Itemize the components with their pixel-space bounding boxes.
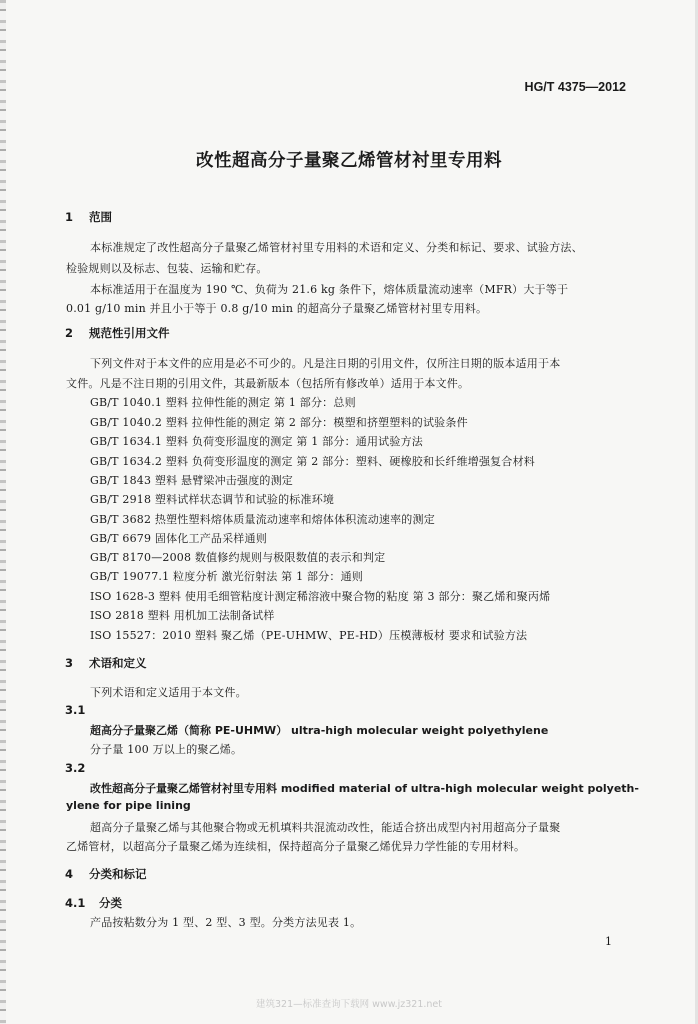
paragraph-line: 本标准规定了改性超高分子量聚乙烯管材衬里专用料的术语和定义、分类和标记、要求、试验方法、 [90,241,583,254]
reference-item: GB/T 6679 固体化工产品采样通则 [90,532,267,545]
paragraph-line: 下列文件对于本文件的应用是必不可少的。凡是注日期的引用文件，仅所注日期的版本适用于本 [90,357,561,370]
paragraph-line: 本标准适用于在温度为 190 ℃、负荷为 21.6 kg 条件下，熔体质量流动速率（MFR）大于等于 [90,283,569,296]
page-number: 1 [605,935,612,948]
reference-item: GB/T 3682 热塑性塑料熔体质量流动速率和熔体体积流动速率的测定 [90,513,435,526]
term-definition: 分子量 100 万以上的聚乙烯。 [90,743,243,756]
reference-item: ISO 2818 塑料 用机加工法制备试样 [90,609,275,622]
standard-code: HG/T 4375—2012 [524,80,626,94]
reference-item: GB/T 1843 塑料 悬臂梁冲击强度的测定 [90,474,293,487]
section-number: 2 [65,326,74,340]
subsection-title: 分类 [99,896,122,910]
section-2-heading [65,325,170,341]
reference-item: GB/T 8170—2008 数值修约规则与极限数值的表示和判定 [90,551,386,564]
section-3-heading [65,655,147,671]
paragraph-line: 检验规则以及标志、包装、运输和贮存。 [66,262,268,275]
section-title: 范围 [89,210,112,224]
reference-item: GB/T 2918 塑料试样状态调节和试验的标准环境 [90,493,335,506]
reference-item: GB/T 1634.1 塑料 负荷变形温度的测定 第 1 部分：通用试验方法 [90,435,423,448]
reference-item: GB/T 19077.1 粒度分析 激光衍射法 第 1 部分：通则 [90,570,363,583]
term-title: 超高分子量聚乙烯（简称 PE-UHMW） ultra-high molecular weight polyethylene [90,724,549,737]
term-definition: 超高分子量聚乙烯与其他聚合物或无机填料共混流动改性，能适合挤出成型内衬用超高分子量聚 [90,821,561,834]
subsection-4-1-heading [65,895,122,911]
page-title: 改性超高分子量聚乙烯管材衬里专用料 [196,151,502,171]
section-number: 3 [65,656,74,670]
term-number: 3.1 [65,703,86,717]
watermark: 建筑321—标准查询下载网 www.jz321.net [256,999,442,1010]
term-definition: 乙烯管材，以超高分子量聚乙烯为连续相，保持超高分子量聚乙烯优异力学性能的专用材料。 [66,840,526,853]
section-4-heading [65,866,147,882]
section-number: 1 [65,210,74,224]
section-1-heading [65,209,112,225]
term-number: 3.2 [65,761,86,775]
reference-item: GB/T 1634.2 塑料 负荷变形温度的测定 第 2 部分：塑料、硬橡胶和长纤维增强复合材料 [90,455,535,468]
subsection-number: 4.1 [65,896,86,910]
term-title: 改性超高分子量聚乙烯管材衬里专用料 modified material of ultra-high molecular weight polyeth- [90,782,639,795]
reference-item: ISO 15527：2010 塑料 聚乙烯（PE-UHMW、PE-HD）压模薄板材 要求和试验方法 [90,629,528,642]
paragraph-line: 下列术语和定义适用于本文件。 [90,686,247,699]
reference-item: GB/T 1040.2 塑料 拉伸性能的测定 第 2 部分：模塑和挤塑塑料的试验条件 [90,416,468,429]
section-title: 分类和标记 [89,867,147,881]
section-title: 术语和定义 [89,656,147,670]
paragraph-line: 文件。凡是不注日期的引用文件，其最新版本（包括所有修改单）适用于本文件。 [66,377,470,390]
reference-item: GB/T 1040.1 塑料 拉伸性能的测定 第 1 部分：总则 [90,396,356,409]
term-title: ylene for pipe lining [66,799,191,812]
section-number: 4 [65,867,74,881]
paragraph-line: 0.01 g/10 min 并且小于等于 0.8 g/10 min 的超高分子量聚乙烯管材衬里专用料。 [66,302,488,315]
reference-item: ISO 1628-3 塑料 使用毛细管粘度计测定稀溶液中聚合物的粘度 第 3 部分：聚乙烯和聚丙烯 [90,590,551,603]
paragraph-line: 产品按粘数分为 1 型、2 型、3 型。分类方法见表 1。 [90,916,362,929]
section-title: 规范性引用文件 [89,326,170,340]
